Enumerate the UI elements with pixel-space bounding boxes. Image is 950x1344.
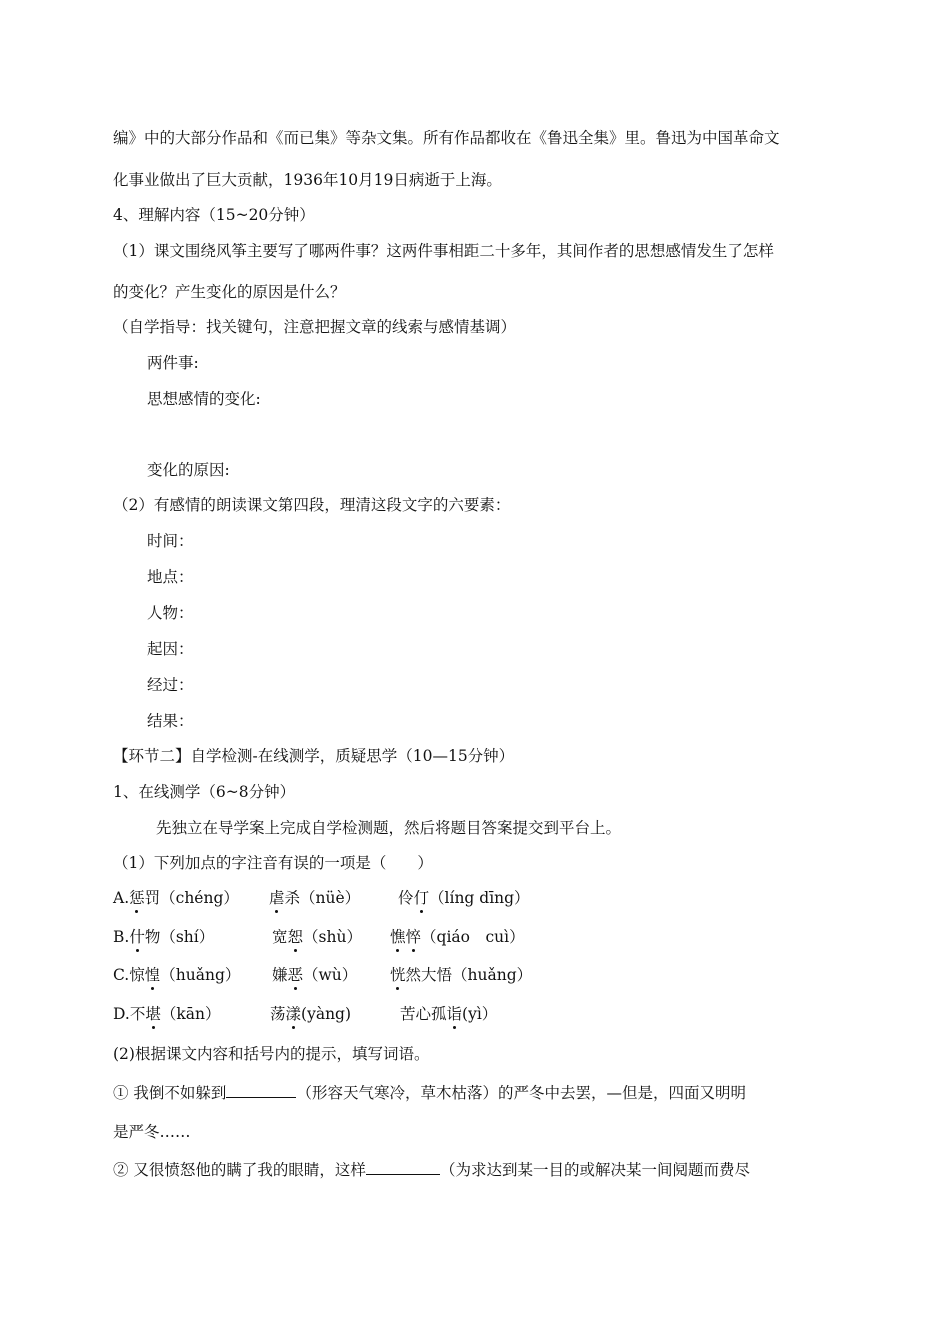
dotted-char: 诣 bbox=[446, 1005, 463, 1023]
option-c-word-3 bbox=[390, 965, 532, 985]
option-label: B. bbox=[113, 928, 130, 946]
plain-char: 苦心孤 bbox=[400, 1005, 447, 1023]
pinyin-text: （huǎng） bbox=[160, 966, 241, 984]
option-b-word-2 bbox=[272, 927, 362, 947]
section-heading: 4、理解内容（15~20分钟） bbox=[113, 206, 315, 224]
pinyin-text: （shù） bbox=[303, 928, 362, 946]
option-a-word-2 bbox=[269, 888, 360, 908]
dotted-char: 悴 bbox=[405, 928, 422, 946]
pinyin-text: （líng dīng） bbox=[429, 889, 530, 907]
element-label-process: 经过： bbox=[147, 676, 194, 694]
dotted-char: 恍 bbox=[390, 966, 406, 984]
answer-label: 思想感情的变化: bbox=[147, 390, 261, 408]
question-text: (2)根据课文内容和括号内的提示，填写词语。 bbox=[113, 1045, 430, 1063]
question-text: （为求达到某一目的或解决某一间阋题而费尽 bbox=[439, 1161, 750, 1179]
element-label-cause: 起因： bbox=[147, 640, 194, 658]
section-heading: 1、在线测学（6~8分钟） bbox=[113, 783, 296, 801]
option-b-word-3 bbox=[390, 927, 525, 947]
dotted-char: 什 bbox=[129, 928, 145, 946]
dotted-char: 憔 bbox=[390, 928, 406, 946]
element-label-result: 结果： bbox=[147, 712, 194, 730]
pinyin-text: （kān） bbox=[160, 1005, 221, 1023]
dotted-char: 惶 bbox=[144, 966, 161, 984]
option-label: D. bbox=[113, 1005, 130, 1023]
answer-blank[interactable] bbox=[226, 1082, 296, 1098]
pinyin-text: (yì） bbox=[462, 1005, 498, 1023]
option-label: A. bbox=[113, 889, 130, 907]
section-heading: 【环节二】自学检测-在线测学，质疑思学（10—15分钟） bbox=[113, 747, 515, 765]
question-text: （1）课文围绕风筝主要写了哪两件事？这两件事相距二十多年，其间作者的思想感情发生了怎样 bbox=[113, 242, 774, 260]
answer-blank[interactable] bbox=[366, 1159, 440, 1175]
pinyin-text: 杀（nüè） bbox=[284, 889, 361, 907]
instruction-text: 先独立在导学案上完成自学检测题，然后将题目答案提交到平台上。 bbox=[156, 819, 622, 837]
option-a-word-3 bbox=[398, 888, 530, 908]
study-guide-note: （自学指导：找关键句，注意把握文章的线索与感情基调） bbox=[113, 318, 517, 336]
option-c-word-1 bbox=[113, 965, 240, 985]
question-text: ② 又很愤怒他的瞒了我的眼睛，这样 bbox=[113, 1161, 366, 1179]
option-c-word-2 bbox=[272, 965, 357, 985]
pinyin-text: （qiáo cuì） bbox=[421, 928, 525, 946]
dotted-char: 仃 bbox=[413, 889, 430, 907]
plain-char: 伶 bbox=[398, 889, 414, 907]
plain-char: 荡 bbox=[270, 1005, 286, 1023]
option-b-word-1 bbox=[113, 927, 214, 947]
plain-char: 宽 bbox=[272, 928, 288, 946]
pinyin-text: 罚（chéng） bbox=[144, 889, 239, 907]
question-text: ① 我倒不如躲到 bbox=[113, 1084, 227, 1102]
dotted-char: 堪 bbox=[145, 1005, 161, 1023]
element-label-people: 人物： bbox=[147, 604, 194, 622]
option-d-word-2 bbox=[270, 1004, 351, 1024]
pinyin-text: 然大悟（huǎng） bbox=[405, 966, 533, 984]
pinyin-text: 物（shí） bbox=[144, 928, 215, 946]
dotted-char: 虐 bbox=[269, 889, 285, 907]
fill-blank-question-1 bbox=[113, 1082, 746, 1103]
option-d-word-3 bbox=[400, 1004, 497, 1024]
dotted-char: 漾 bbox=[285, 1005, 302, 1023]
option-label: C. bbox=[113, 966, 130, 984]
element-label-place: 地点： bbox=[147, 568, 194, 586]
question-text: （形容天气寒冷，草木枯落）的严冬中去罢，—但是，四面又明明 bbox=[296, 1084, 746, 1102]
question-text: （1）下列加点的字注音有误的一项是（ ） bbox=[113, 854, 433, 872]
fill-blank-question-2 bbox=[113, 1159, 750, 1180]
plain-char: 嫌 bbox=[272, 966, 288, 984]
text-line: 化事业做出了巨大贡献，1936年10月19日病逝于上海。 bbox=[113, 171, 502, 189]
answer-label: 两件事: bbox=[147, 354, 199, 372]
question-text: （2）有感情的朗读课文第四段，理清这段文字的六要素： bbox=[113, 496, 511, 514]
element-label-time: 时间： bbox=[147, 532, 194, 550]
question-text: 的变化？产生变化的原因是什么？ bbox=[113, 283, 346, 301]
dotted-char: 恶 bbox=[287, 966, 304, 984]
plain-char: 惊 bbox=[129, 966, 145, 984]
plain-char: 不 bbox=[129, 1005, 146, 1023]
option-a-word-1 bbox=[113, 888, 239, 908]
answer-label: 变化的原因: bbox=[147, 461, 230, 479]
pinyin-text: (yàng) bbox=[301, 1005, 352, 1023]
pinyin-text: （wù） bbox=[303, 966, 358, 984]
dotted-char: 恕 bbox=[287, 928, 304, 946]
dotted-char: 惩 bbox=[129, 889, 145, 907]
option-d-word-1 bbox=[113, 1004, 220, 1024]
text-line: 编》中的大部分作品和《而已集》等杂文集。所有作品都收在《鲁迅全集》里。鲁迅为中国革命文 bbox=[113, 129, 780, 147]
text-line: 是严冬…… bbox=[113, 1123, 191, 1141]
